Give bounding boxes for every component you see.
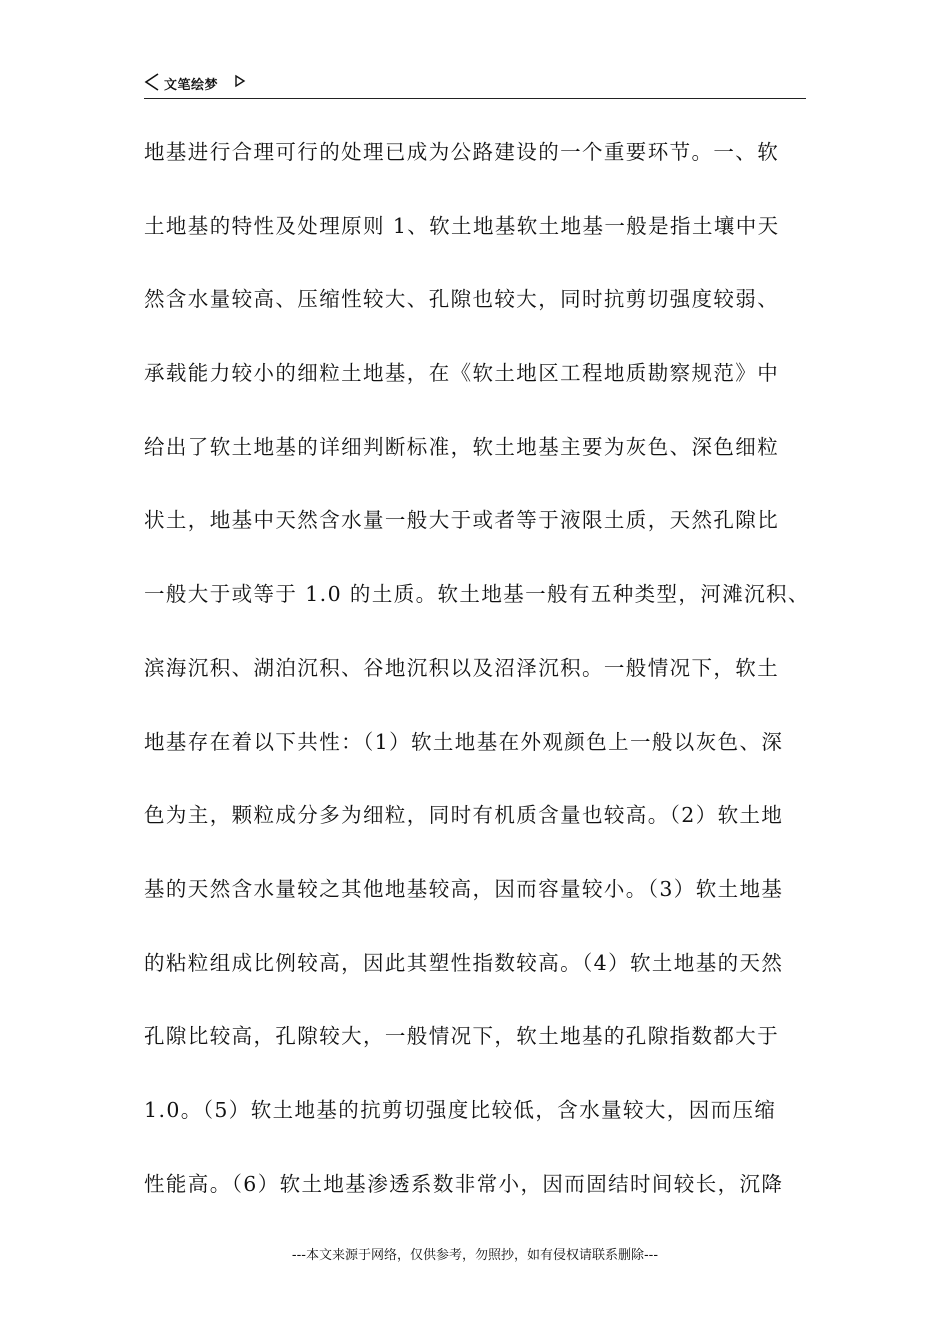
text-line: 色为主，颗粒成分多为细粒，同时有机质含量也较高。（2）软土地 (144, 803, 784, 828)
text-line: 的粘粒组成比例较高，因此其塑性指数较高。（4）软土地基的天然 (144, 950, 784, 975)
text-line: 然含水量较高、压缩性较大、孔隙也较大，同时抗剪切强度较弱、 (144, 287, 780, 312)
right-triangle-icon (234, 74, 246, 88)
text-line: 给出了软土地基的详细判断标准，软土地基主要为灰色、深色细粒 (144, 434, 780, 459)
text-line: 滨海沉积、湖泊沉积、谷地沉积以及沼泽沉积。一般情况下，软土 (144, 655, 780, 680)
page-header (144, 70, 806, 99)
text-line: 地基进行合理可行的处理已成为公路建设的一个重要环节。一、软 (144, 140, 780, 164)
text-line: 基的天然含水量较之其他地基较高，因而容量较小。（3）软土地基 (144, 876, 784, 901)
text-line: 承载能力较小的细粒土地基，在《软土地区工程地质勘察规范》中 (144, 361, 780, 386)
text-line: 一般大于或等于 1.0 的土质。软土地基一般有五种类型，河滩沉积、 (144, 582, 810, 607)
text-line: 孔隙比较高，孔隙较大，一般情况下，软土地基的孔隙指数都大于 (144, 1024, 780, 1049)
page-footer: ---本文来源于网络，仅供参考，勿照抄，如有侵权请联系删除--- (291, 1248, 659, 1263)
text-line: 状土，地基中天然含水量一般大于或者等于液限土质，天然孔隙比 (144, 508, 780, 533)
left-triangle-icon (144, 72, 160, 92)
text-line: 地基存在着以下共性：（1）软土地基在外观颜色上一般以灰色、深 (144, 729, 784, 754)
text-line: 土地基的特性及处理原则 1、软土地基软土地基一般是指土壤中天 (144, 213, 780, 238)
text-line: 性能高。（6）软土地基渗透系数非常小，因而固结时间较长，沉降 (144, 1171, 784, 1196)
header-title: 文笔绘梦 (164, 78, 219, 93)
document-body (144, 130, 824, 1235)
text-line: 1.0。（5）软土地基的抗剪切强度比较低，含水量较大，因而压缩 (144, 1097, 777, 1122)
